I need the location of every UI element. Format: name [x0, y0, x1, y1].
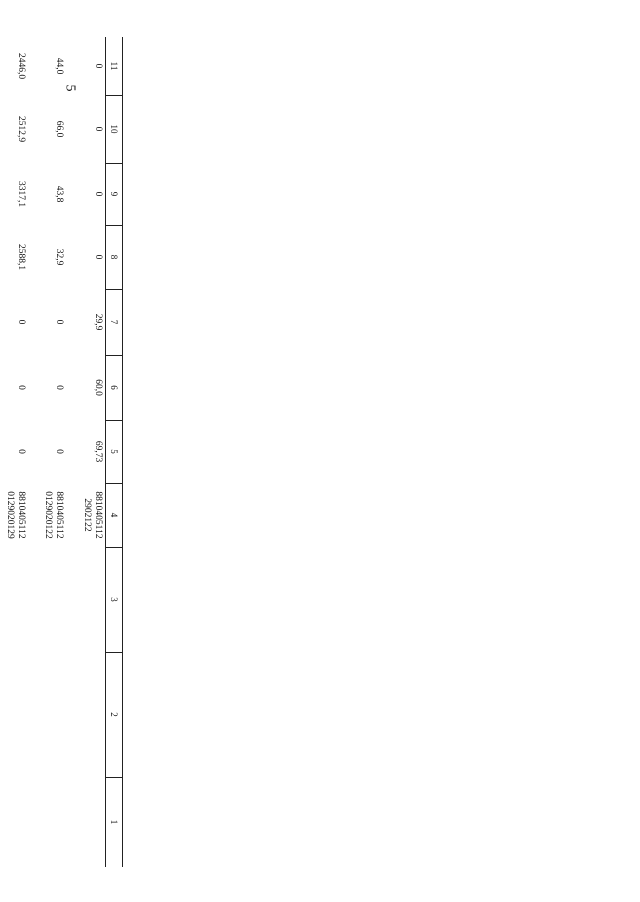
column-header-3: 3 [109, 597, 119, 602]
column-divider [106, 652, 122, 653]
cell-col9: 0 [93, 191, 103, 197]
column-divider [106, 420, 122, 421]
cell-col8: 0 [93, 254, 103, 260]
cell-col8: 32,9 [54, 248, 64, 266]
page-number: 5 [62, 84, 78, 92]
cell-col5: 0 [16, 449, 26, 454]
rotated-data-table [0, 37, 123, 867]
cell-col11: 44,0 [54, 57, 64, 75]
column-divider [106, 289, 122, 290]
cell-col7: 0 [16, 319, 26, 325]
cell-col6: 60,0 [93, 379, 103, 396]
cell-col9: 3317,1 [16, 180, 26, 208]
cell-col4: 8810405112 2902122 [82, 491, 103, 539]
column-divider [106, 355, 122, 356]
cell-col5: 0 [54, 449, 64, 454]
column-divider [106, 163, 122, 164]
cell-col7: 29,9 [93, 313, 103, 331]
column-header-8: 8 [109, 254, 119, 260]
column-divider [106, 483, 122, 484]
cell-col7: 0 [54, 319, 64, 325]
column-header-2: 2 [109, 712, 119, 717]
column-header-6: 6 [109, 385, 119, 390]
column-header-11: 11 [109, 61, 119, 71]
cell-col6: 0 [16, 385, 26, 390]
column-divider [106, 777, 122, 778]
cell-col10: 66,0 [54, 120, 64, 138]
cell-col9: 43,8 [54, 185, 64, 203]
column-header-4: 4 [109, 512, 119, 518]
cell-col11: 2446,0 [16, 52, 26, 80]
cell-col5: 69,73 [93, 440, 103, 463]
cell-col4: 8810405112 0129020129 [5, 491, 26, 539]
column-number-header [105, 37, 123, 867]
column-divider [106, 95, 122, 96]
cell-col10: 2512,9 [16, 115, 26, 143]
cell-col4: 8810405112 0129020122 [43, 491, 64, 539]
column-header-10: 10 [109, 124, 119, 134]
column-header-1: 1 [109, 819, 119, 825]
column-divider [106, 547, 122, 548]
column-header-7: 7 [109, 319, 119, 325]
cell-col6: 0 [54, 385, 64, 390]
cell-col11: 0 [93, 63, 103, 69]
column-divider [106, 225, 122, 226]
column-header-9: 9 [109, 191, 119, 197]
cell-col10: 0 [93, 126, 103, 132]
column-header-5: 5 [109, 449, 119, 454]
cell-col8: 2588,1 [16, 243, 26, 271]
